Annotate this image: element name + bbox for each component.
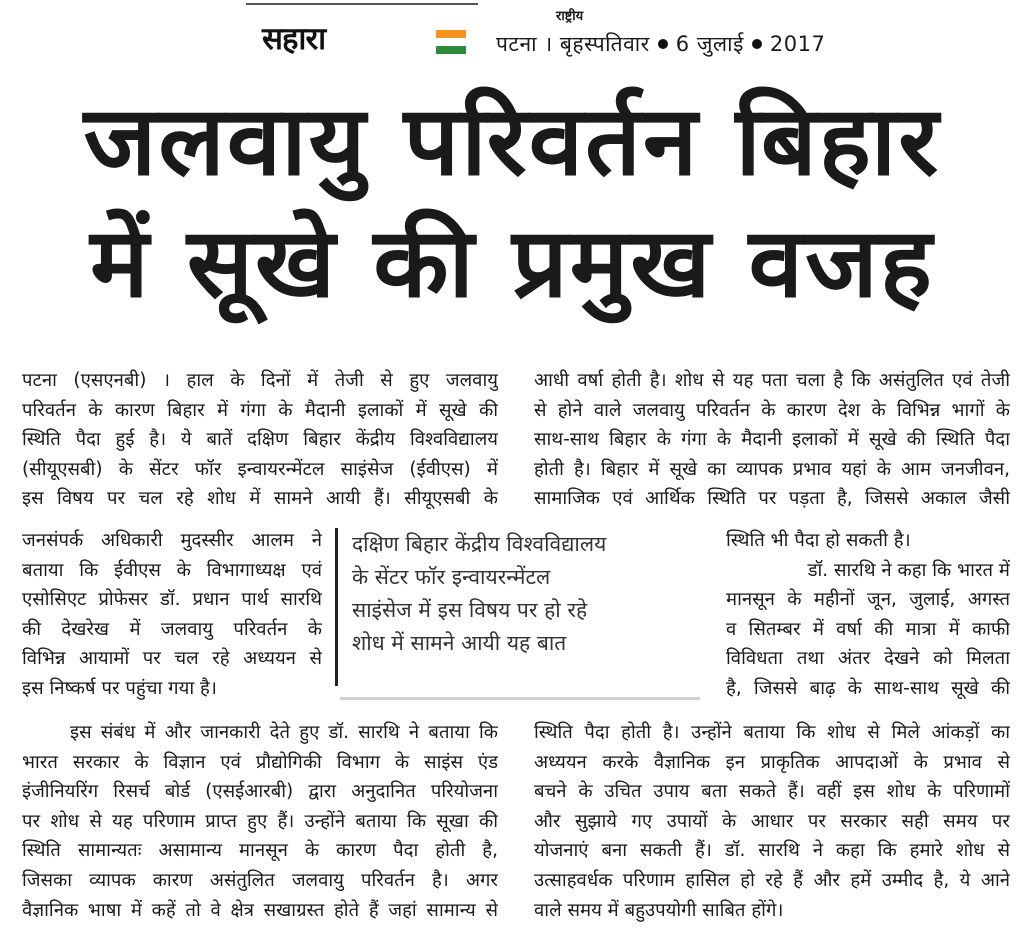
- article-line: स्थिति पैदा हुई है। ये बातें दक्षिण बिहार केंद्रीय विश्वविद्यालय: [22, 429, 498, 451]
- article-line: बताया कि ईवीएस के विभागाध्यक्ष एवं: [22, 559, 322, 581]
- article-line: भारत सरकार के विज्ञान एवं प्रौद्योगिकी विभाग के साइंस एंड: [22, 751, 498, 773]
- dateline: [496, 30, 825, 58]
- dateline-separator: ।: [537, 32, 560, 56]
- masthead-rule: [246, 3, 478, 5]
- article-line: पटना (एसएनबी) । हाल के दिनों में तेजी से हुए जलवायु: [22, 370, 498, 391]
- headline-line-2: में सूखे की प्रमुख वजह: [90, 207, 934, 319]
- dateline-year: 2017: [769, 32, 826, 56]
- dateline-date: 6 जुलाई: [675, 32, 744, 56]
- pull-quote-line: शोध में सामने आयी यह बात: [352, 631, 567, 655]
- column-1-bottom: [22, 718, 498, 925]
- article-line: योजनाएं बना सकती हैं। डॉ. सारथि ने कहा कि हमारे शोध से: [534, 840, 1010, 862]
- article-line: और सुझाये गए उपायों के आधार पर सरकार सही समय पर: [534, 810, 1010, 832]
- article-line: स्थिति भी पैदा हो सकती है।: [726, 530, 911, 551]
- article-line: स्थिति पैदा होती है। उन्होंने बताया कि शोध से मिले आंकड़ों का: [534, 722, 1010, 743]
- article-line: विभिन्न आयामों पर चल रहे अध्ययन से: [22, 648, 322, 670]
- article-line: डॉ. सारथि ने कहा कि भारत में: [807, 559, 1010, 581]
- pull-quote-rule: [340, 697, 700, 700]
- bullet-icon: [658, 39, 668, 49]
- pull-quote-line: साइंसेज में इस विषय पर हो रहे: [352, 598, 588, 622]
- article-line: एसोसिएट प्रोफेसर डॉ. प्रधान पार्थ सारथि: [22, 589, 322, 611]
- column-2-middle: [726, 526, 1010, 704]
- article-line: इंजीनियरिंग रिसर्च बोर्ड (एसईआरबी) द्वारा अनुदानित परियोजना: [22, 781, 498, 803]
- bullet-icon: [752, 39, 762, 49]
- article-line: होती है। बिहार में सूखे का व्यापक प्रभाव यहां के आम जनजीवन,: [534, 458, 1010, 480]
- column-1-top: [22, 366, 498, 514]
- article-line: इस निष्कर्ष पर पहुंचा गया है।: [22, 677, 217, 699]
- newspaper-logo: सहारा: [262, 21, 326, 57]
- pull-quote-line: के सेंटर फॉर इन्वायरन्मेंटल: [352, 565, 551, 589]
- article-line: सामाजिक एवं आर्थिक स्थिति पर पड़ता है, जिससे अकाल जैसी: [534, 488, 1010, 510]
- article-line: है, जिससे बाढ़ के साथ-साथ सूखे की: [726, 677, 1010, 699]
- article-line: की देखरेख में जलवायु परिवर्तन के: [22, 618, 322, 640]
- article-line: इस संबंध में और जानकारी देते हुए डॉ. सारथि ने बताया कि: [70, 722, 498, 743]
- headline-line-1: जलवायु परिवर्तन बिहार: [83, 85, 941, 197]
- article-line: वैज्ञानिक भाषा में कहें तो वे क्षेत्र सखाग्रस्त होते हैं जहां सामान्य से: [22, 899, 498, 921]
- article-line: इस विषय पर चल रहे शोध में सामने आयी हैं। सीयूएसबी के: [22, 488, 498, 510]
- pull-quote: [335, 528, 705, 686]
- column-2-top: [534, 366, 1010, 514]
- article-line: विविधता तथा अंतर देखने को मिलता: [726, 648, 1010, 670]
- article-line: साथ-साथ बिहार के गंगा के मैदानी इलाकों में सूखे की स्थिति पैदा: [534, 429, 1010, 451]
- article-line: उत्साहवर्धक परिणाम हासिल हो रहे हैं और हमें उम्मीद है, ये आने: [534, 869, 1010, 891]
- article-line: (सीयूएसबी) के सेंटर फॉर इन्वायरन्मेंटल साइंसेज (ईवीएस) में: [22, 458, 498, 480]
- column-1-middle: [22, 526, 322, 704]
- article-line: पर शोध से यह परिणाम प्राप्त हुए हैं। उन्होंने बताया कि सूखा की: [22, 810, 498, 832]
- article-line: स्थिति सामान्यतः असामान्य मानसून के कारण पैदा होती है,: [22, 840, 498, 862]
- dateline-city: पटना: [496, 32, 538, 56]
- article-line: वाले समय में बहुउपयोगी साबित होंगे।: [534, 899, 784, 921]
- masthead-small-title: राष्ट्रीय: [556, 9, 584, 24]
- article-line: से होने वाले जलवायु परिवर्तन के कारण देश के विभिन्न भागों के: [534, 399, 1010, 421]
- article-line: व सितम्बर में वर्षा की मात्रा में काफी: [726, 618, 1010, 640]
- column-2-bottom: [534, 718, 1010, 925]
- article-line: आधी वर्षा होती है। शोध से यह पता चला है कि असंतुलित एवं तेजी: [534, 370, 1010, 391]
- article-line: परिवर्तन के कारण बिहार में गंगा के मैदानी इलाकों में सूखे की: [22, 399, 498, 421]
- article-line: अध्ययन करके वैज्ञानिक इन प्राकृतिक आपदाओं के प्रभाव से: [534, 751, 1010, 773]
- dateline-day: बृहस्पतिवार: [559, 32, 650, 56]
- article-line: जिसका व्यापक कारण असंतुलित जलवायु परिवर्तन है। अगर: [22, 869, 498, 891]
- masthead: [240, 0, 940, 60]
- tricolor-flag-icon: [436, 30, 466, 54]
- article-line: बचने के उचित उपाय बता सकते हैं। वहीं इस शोध के परिणामों: [534, 781, 1010, 803]
- article-line: मानसून के महीनों जून, जुलाई, अगस्त: [726, 589, 1010, 611]
- article-line: जनसंपर्क अधिकारी मुदस्सीर आलम ने: [22, 530, 322, 551]
- pull-quote-line: दक्षिण बिहार केंद्रीय विश्वविद्यालय: [352, 532, 607, 556]
